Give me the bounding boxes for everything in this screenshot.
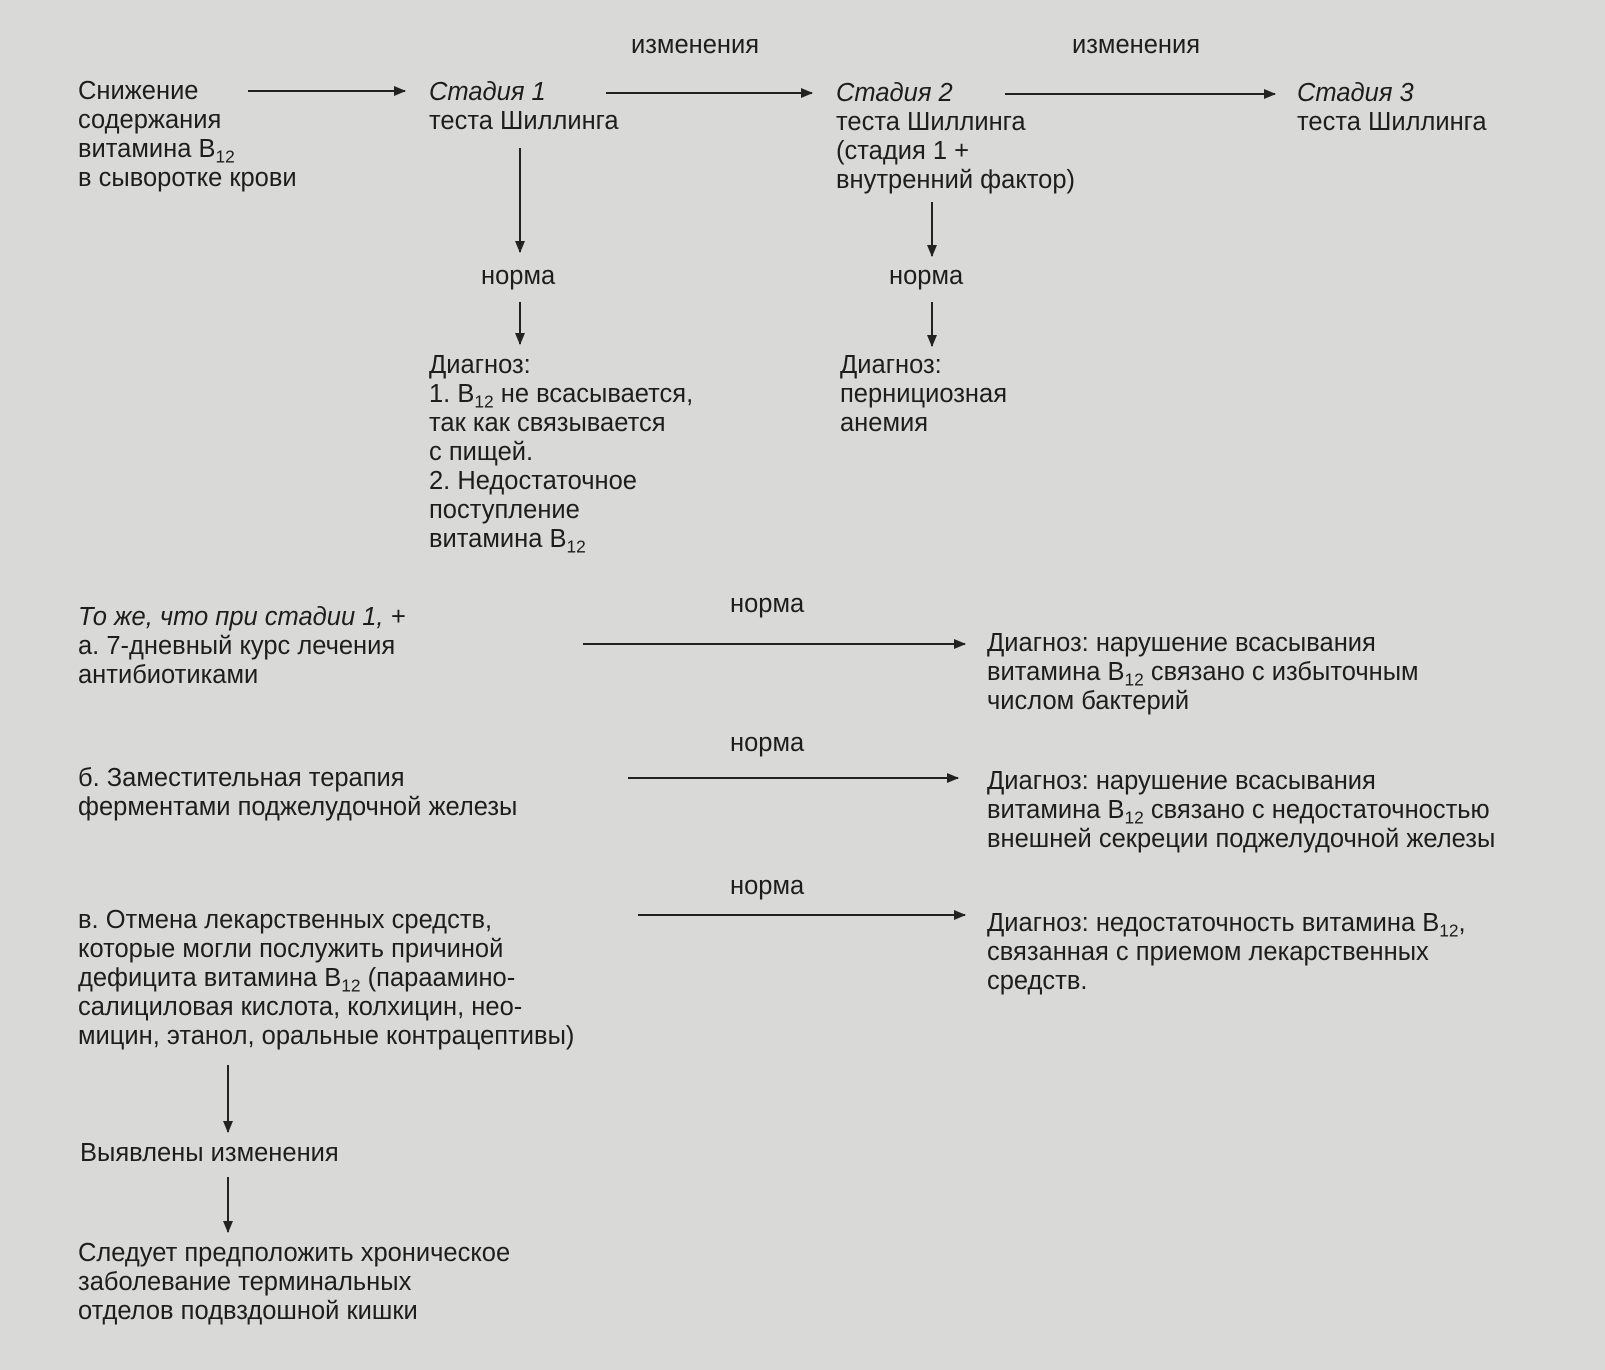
stage2-lines: [836, 108, 1075, 195]
line-text: связанная с приемом лекарственных: [987, 938, 1429, 966]
text-line: [429, 351, 693, 380]
text-line: [78, 935, 574, 964]
text-line: [987, 687, 1419, 716]
line-text: внутренний фактор): [836, 166, 1076, 194]
line-text: с пищей.: [429, 438, 534, 466]
text-line: [78, 661, 395, 690]
text-line: [78, 993, 574, 1022]
line-text: так как связывается: [429, 409, 666, 437]
subscript: 12: [215, 146, 235, 167]
text-line: [987, 938, 1466, 967]
line-text: которые могли послужить причиной: [78, 935, 504, 963]
text-line: [987, 909, 1466, 941]
conclusion: [78, 1239, 510, 1326]
line-text: Диагноз: недостаточность витамина B: [987, 909, 1440, 937]
line-text: дефицита витамина B: [78, 964, 342, 992]
option-c: [78, 906, 574, 1051]
diagnosis-stage2: [840, 351, 1007, 438]
text-line: [78, 793, 517, 822]
text-line: [836, 166, 1075, 195]
subscript: 12: [341, 975, 361, 996]
line-text: а. 7-дневный курс лечения: [78, 632, 396, 660]
option-a: [78, 632, 395, 690]
stage2-node: [836, 79, 1075, 195]
text-line: [840, 380, 1007, 409]
stage3-title: Стадия 3: [1297, 79, 1414, 107]
subscript: 12: [1124, 669, 1144, 690]
text-line: [987, 658, 1419, 690]
label-norma-2: норма: [889, 262, 964, 290]
text-line: [78, 77, 297, 106]
line-text: витамина B: [78, 135, 216, 163]
diagnosis-c: [987, 909, 1466, 996]
line-text: 1. B: [429, 380, 475, 408]
line-text: антибиотиками: [78, 661, 259, 689]
text-line: [429, 467, 693, 496]
text-line: [840, 409, 1007, 438]
text-line: [78, 906, 574, 935]
line-text: поступление: [429, 496, 580, 524]
text-line: [78, 1239, 510, 1268]
line-text: числом бактерий: [987, 687, 1190, 715]
text-line: [987, 629, 1419, 658]
text-line: [78, 1297, 510, 1326]
stage1-node: [429, 78, 619, 136]
label-norma-a: норма: [730, 590, 805, 618]
text-line: [836, 108, 1075, 137]
text-line: [78, 106, 297, 135]
text-line: [78, 964, 574, 996]
line-text: Диагноз:: [429, 351, 531, 379]
line-text: внешней секреции поджелудочной железы: [987, 825, 1496, 853]
line-text: 2. Недостаточное: [429, 467, 637, 495]
line-text: салициловая кислота, колхицин, нео-: [78, 993, 523, 1021]
text-line: [840, 351, 1007, 380]
line-text: средств.: [987, 967, 1088, 995]
line-text: в сыворотке крови: [78, 164, 297, 192]
text-line: [78, 1268, 510, 1297]
line-tail: (парааминo-: [360, 964, 516, 992]
line-text: мицин, этанол, оральные контрацептивы): [78, 1022, 575, 1050]
text-line: [429, 380, 694, 412]
line-text: Снижение: [78, 77, 199, 105]
line-text: теста Шиллинга: [836, 108, 1026, 136]
label-norma-1: норма: [481, 262, 556, 290]
line-text: Диагноз: нарушение всасывания: [987, 629, 1376, 657]
line-tail: не всасывается,: [493, 380, 694, 408]
line-text: Диагноз:: [840, 351, 942, 379]
text-line: [987, 767, 1495, 796]
line-text: отделов подвздошной кишки: [78, 1297, 418, 1325]
stage3-subtitle: теста Шиллинга: [1297, 108, 1487, 136]
line-tail: ,: [1458, 909, 1466, 937]
line-text: анемия: [840, 409, 929, 437]
found-changes: Выявлены изменения: [80, 1139, 339, 1167]
text-line: [987, 825, 1495, 854]
line-text: Диагноз: нарушение всасывания: [987, 767, 1376, 795]
text-line: [429, 438, 693, 467]
start-node: [78, 77, 297, 193]
diagnosis-stage1: [429, 351, 694, 557]
line-text: витамина B: [987, 658, 1125, 686]
option-b: [78, 764, 517, 822]
subscript: 12: [566, 536, 586, 557]
line-text: содержания: [78, 106, 222, 134]
text-line: [78, 135, 297, 167]
line-text: заболевание терминальных: [78, 1268, 412, 1296]
subscript: 12: [1124, 807, 1144, 828]
stage2-title: Стадия 2: [836, 79, 953, 107]
line-tail: связано с недостаточностью: [1143, 796, 1490, 824]
line-text: в. Отмена лекарственных средств,: [78, 906, 493, 934]
line-text: б. Заместительная терапия: [78, 764, 405, 792]
line-text: витамина B: [429, 525, 567, 553]
line-text: ферментами поджелудочной железы: [78, 793, 518, 821]
text-line: [78, 632, 395, 661]
diagnosis-b: [987, 767, 1495, 854]
subscript: 12: [1439, 920, 1459, 941]
text-line: [78, 764, 517, 793]
label-norma-b: норма: [730, 729, 805, 757]
text-line: [987, 967, 1466, 996]
stage1-title: Стадия 1: [429, 78, 546, 106]
line-text: (стадия 1 +: [836, 137, 969, 165]
label-changes-2: изменения: [1072, 31, 1201, 59]
text-line: [429, 496, 693, 525]
text-line: [429, 525, 693, 557]
text-line: [987, 796, 1495, 828]
text-line: [78, 1022, 574, 1051]
diagnosis-a: [987, 629, 1419, 716]
line-tail: связано с избыточным: [1143, 658, 1419, 686]
line-text: Следует предположить хроническое: [78, 1239, 511, 1267]
stage3-node: [1297, 79, 1487, 137]
label-norma-c: норма: [730, 872, 805, 900]
text-line: [78, 164, 297, 193]
line-text: пернициозная: [840, 380, 1008, 408]
stage1-subtitle: теста Шиллинга: [429, 107, 619, 135]
label-changes-1: изменения: [631, 31, 760, 59]
stage3-intro: То же, что при стадии 1, +: [78, 603, 406, 631]
line-text: витамина B: [987, 796, 1125, 824]
subscript: 12: [474, 391, 494, 412]
text-line: [836, 137, 1075, 166]
text-line: [429, 409, 693, 438]
